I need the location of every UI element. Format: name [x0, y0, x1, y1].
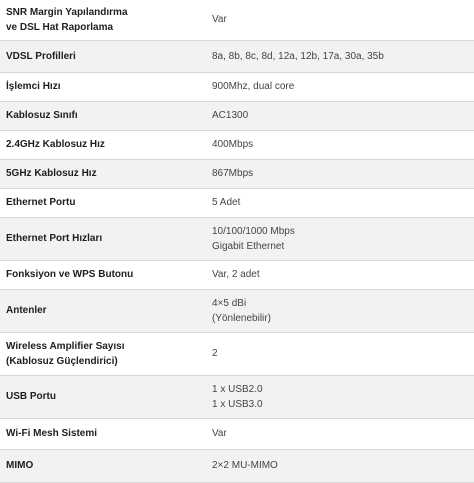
spec-value	[206, 0, 474, 40]
table-row	[0, 188, 474, 217]
table-row	[0, 101, 474, 130]
table-row	[0, 332, 474, 375]
spec-label	[0, 159, 206, 188]
spec-value-line: 400Mbps	[212, 139, 254, 150]
spec-value	[206, 101, 474, 130]
spec-value-line: 2×2 MU-MIMO	[212, 460, 278, 471]
spec-value-line: 5 Adet	[212, 197, 241, 208]
spec-label	[0, 375, 206, 418]
spec-value-line: (Yönlenebilir)	[212, 312, 271, 324]
spec-value-line: 2	[212, 348, 218, 359]
spec-label-line: USB Portu	[6, 391, 56, 402]
spec-value-line: AC1300	[212, 110, 249, 121]
spec-value-line: Var	[212, 428, 227, 439]
spec-value	[206, 260, 474, 289]
spec-label-line: ve DSL Hat Raporlama	[6, 21, 114, 33]
spec-value	[206, 159, 474, 188]
spec-label-line: Wireless Amplifier Sayısı	[6, 340, 125, 352]
spec-label-line: VDSL Profilleri	[6, 50, 76, 62]
spec-label	[0, 260, 206, 289]
spec-label-line: Kablosuz Sınıfı	[6, 110, 78, 121]
table-row	[0, 375, 474, 418]
spec-label	[0, 188, 206, 217]
spec-label-line: 2.4GHz Kablosuz Hız	[6, 139, 105, 150]
spec-value	[206, 188, 474, 217]
spec-label-line: Ethernet Port Hızları	[6, 233, 103, 244]
spec-label	[0, 40, 206, 72]
spec-value	[206, 130, 474, 159]
spec-value-line: Var	[212, 14, 227, 26]
table-row	[0, 159, 474, 188]
spec-value	[206, 217, 474, 260]
spec-label	[0, 418, 206, 449]
spec-label	[0, 101, 206, 130]
spec-label-line: MIMO	[6, 460, 34, 471]
spec-value-line: 4×5 dBi	[212, 297, 247, 309]
table-row	[0, 289, 474, 332]
spec-value-line: 867Mbps	[212, 168, 254, 179]
table-row	[0, 260, 474, 289]
spec-label	[0, 130, 206, 159]
spec-label	[0, 449, 206, 482]
spec-value	[206, 72, 474, 101]
table-row	[0, 449, 474, 482]
spec-label-line: 5GHz Kablosuz Hız	[6, 168, 97, 179]
spec-label-line: Ethernet Portu	[6, 197, 76, 208]
spec-label-line: Fonksiyon ve WPS Butonu	[6, 269, 134, 280]
spec-value-line: 1 x USB2.0	[212, 383, 263, 395]
table-row	[0, 0, 474, 40]
spec-label	[0, 332, 206, 375]
table-row	[0, 418, 474, 449]
spec-value	[206, 289, 474, 332]
spec-value-line: Gigabit Ethernet	[212, 240, 285, 252]
spec-label-line: (Kablosuz Güçlendirici)	[6, 355, 118, 367]
spec-value	[206, 449, 474, 482]
spec-label	[0, 289, 206, 332]
spec-value	[206, 40, 474, 72]
spec-label-line: SNR Margin Yapılandırma	[6, 6, 128, 18]
spec-value	[206, 332, 474, 375]
spec-value-line: 900Mhz, dual core	[212, 81, 295, 92]
spec-label	[0, 217, 206, 260]
spec-value	[206, 418, 474, 449]
spec-label-line: Antenler	[6, 305, 47, 316]
spec-value-line: 10/100/1000 Mbps	[212, 225, 295, 237]
table-row	[0, 72, 474, 101]
spec-label	[0, 72, 206, 101]
spec-value	[206, 375, 474, 418]
table-row	[0, 130, 474, 159]
spec-value-line: 1 x USB3.0	[212, 398, 263, 410]
spec-label-line: Wi-Fi Mesh Sistemi	[6, 428, 98, 439]
spec-label-line: İşlemci Hızı	[6, 81, 61, 92]
spec-value-line: Var, 2 adet	[212, 269, 260, 280]
table-row	[0, 217, 474, 260]
spec-value-line: 8a, 8b, 8c, 8d, 12a, 12b, 17a, 30a, 35b	[212, 50, 384, 62]
spec-label	[0, 0, 206, 40]
table-row	[0, 40, 474, 72]
